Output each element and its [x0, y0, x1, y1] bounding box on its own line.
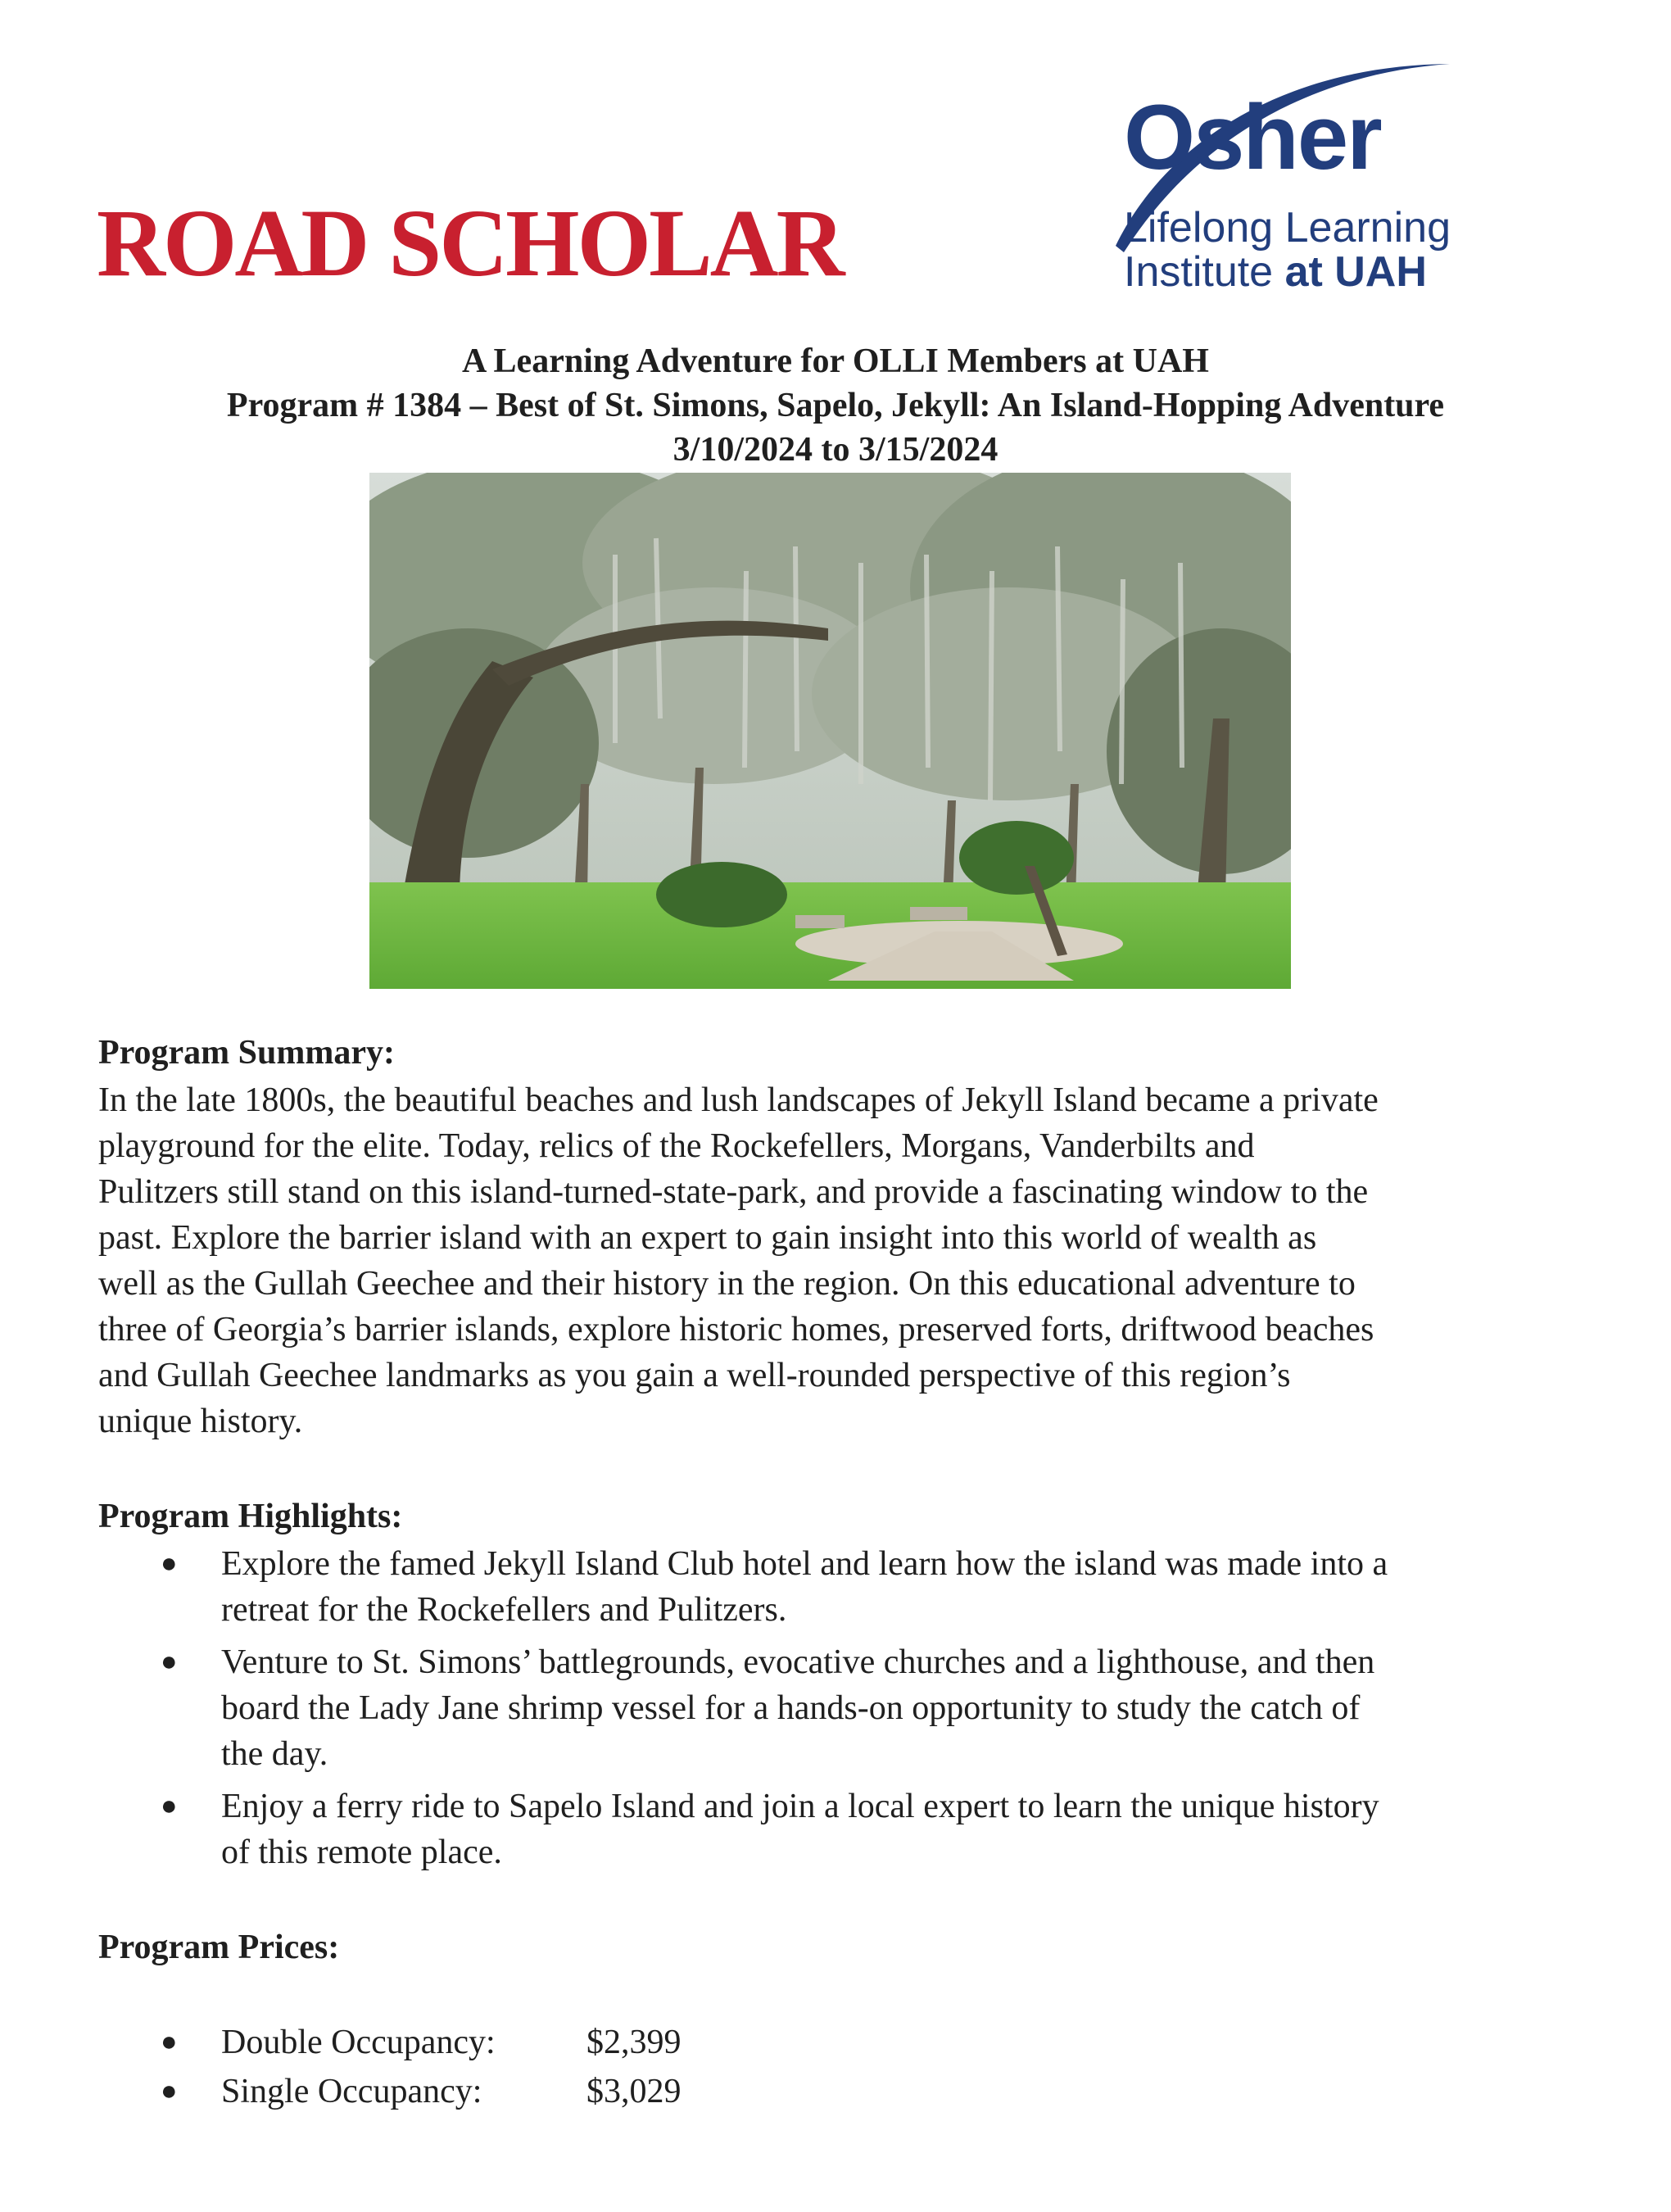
- highlight-line: Enjoy a ferry ride to Sapelo Island and join a local expert to learn the unique history: [221, 1788, 1379, 1825]
- highlight-line: Venture to St. Simons’ battlegrounds, evocative churches and a lighthouse, and then: [221, 1643, 1375, 1681]
- bullet-icon: ●: [161, 2027, 178, 2057]
- bullet-icon: ●: [161, 1791, 178, 1821]
- highlight-line: retreat for the Rockefellers and Pulitzers.: [221, 1591, 787, 1629]
- page-title: A Learning Adventure for OLLI Members at UAH: [462, 342, 1209, 380]
- osher-logo-word: Osher: [1124, 86, 1381, 188]
- osher-institute-text: Institute: [1124, 248, 1285, 296]
- summary-line: and Gullah Geechee landmarks as you gain a well-rounded perspective of this region’s: [98, 1357, 1291, 1394]
- summary-line: three of Georgia’s barrier islands, explore historic homes, preserved forts, driftwood beaches: [98, 1311, 1374, 1349]
- summary-line: playground for the elite. Today, relics of the Rockefellers, Morgans, Vanderbilts and: [98, 1127, 1255, 1165]
- summary-line: unique history.: [98, 1403, 303, 1440]
- bullet-icon: ●: [161, 1647, 178, 1677]
- highlight-line: board the Lady Jane shrimp vessel for a hands-on opportunity to study the catch of: [221, 1689, 1361, 1727]
- highlights-heading: Program Highlights:: [98, 1498, 403, 1535]
- summary-line: past. Explore the barrier island with an expert to gain insight into this world of wealth as: [98, 1219, 1317, 1257]
- price-value-single: $3,029: [586, 2073, 682, 2110]
- osher-logo-institute: [1124, 248, 1427, 296]
- summary-line: well as the Gullah Geechee and their history in the region. On this educational adventure to: [98, 1265, 1356, 1303]
- road-scholar-logo: ROAD SCHOLAR: [97, 189, 843, 297]
- summary-heading: Program Summary:: [98, 1034, 395, 1072]
- osher-logo-subtitle: Lifelong Learning: [1124, 204, 1451, 252]
- highlight-line: the day.: [221, 1735, 328, 1773]
- osher-at-uah-text: at UAH: [1284, 248, 1427, 296]
- summary-line: In the late 1800s, the beautiful beaches and lush landscapes of Jekyll Island became a private: [98, 1081, 1379, 1119]
- program-dates: 3/10/2024 to 3/15/2024: [672, 431, 999, 469]
- oak-trees-photo: [369, 473, 1291, 989]
- bullet-icon: ●: [161, 2076, 178, 2106]
- bullet-icon: ●: [161, 1548, 178, 1579]
- program-title: Program # 1384 – Best of St. Simons, Sapelo, Jekyll: An Island-Hopping Adventure: [226, 387, 1445, 424]
- highlight-line: of this remote place.: [221, 1834, 502, 1871]
- summary-line: Pulitzers still stand on this island-turned-state-park, and provide a fascinating window to the: [98, 1173, 1369, 1211]
- prices-heading: Program Prices:: [98, 1929, 340, 1966]
- price-value-double: $2,399: [586, 2024, 682, 2061]
- highlight-line: Explore the famed Jekyll Island Club hotel and learn how the island was made into a: [221, 1545, 1388, 1583]
- price-label-double: Double Occupancy:: [221, 2024, 496, 2061]
- price-label-single: Single Occupancy:: [221, 2073, 482, 2110]
